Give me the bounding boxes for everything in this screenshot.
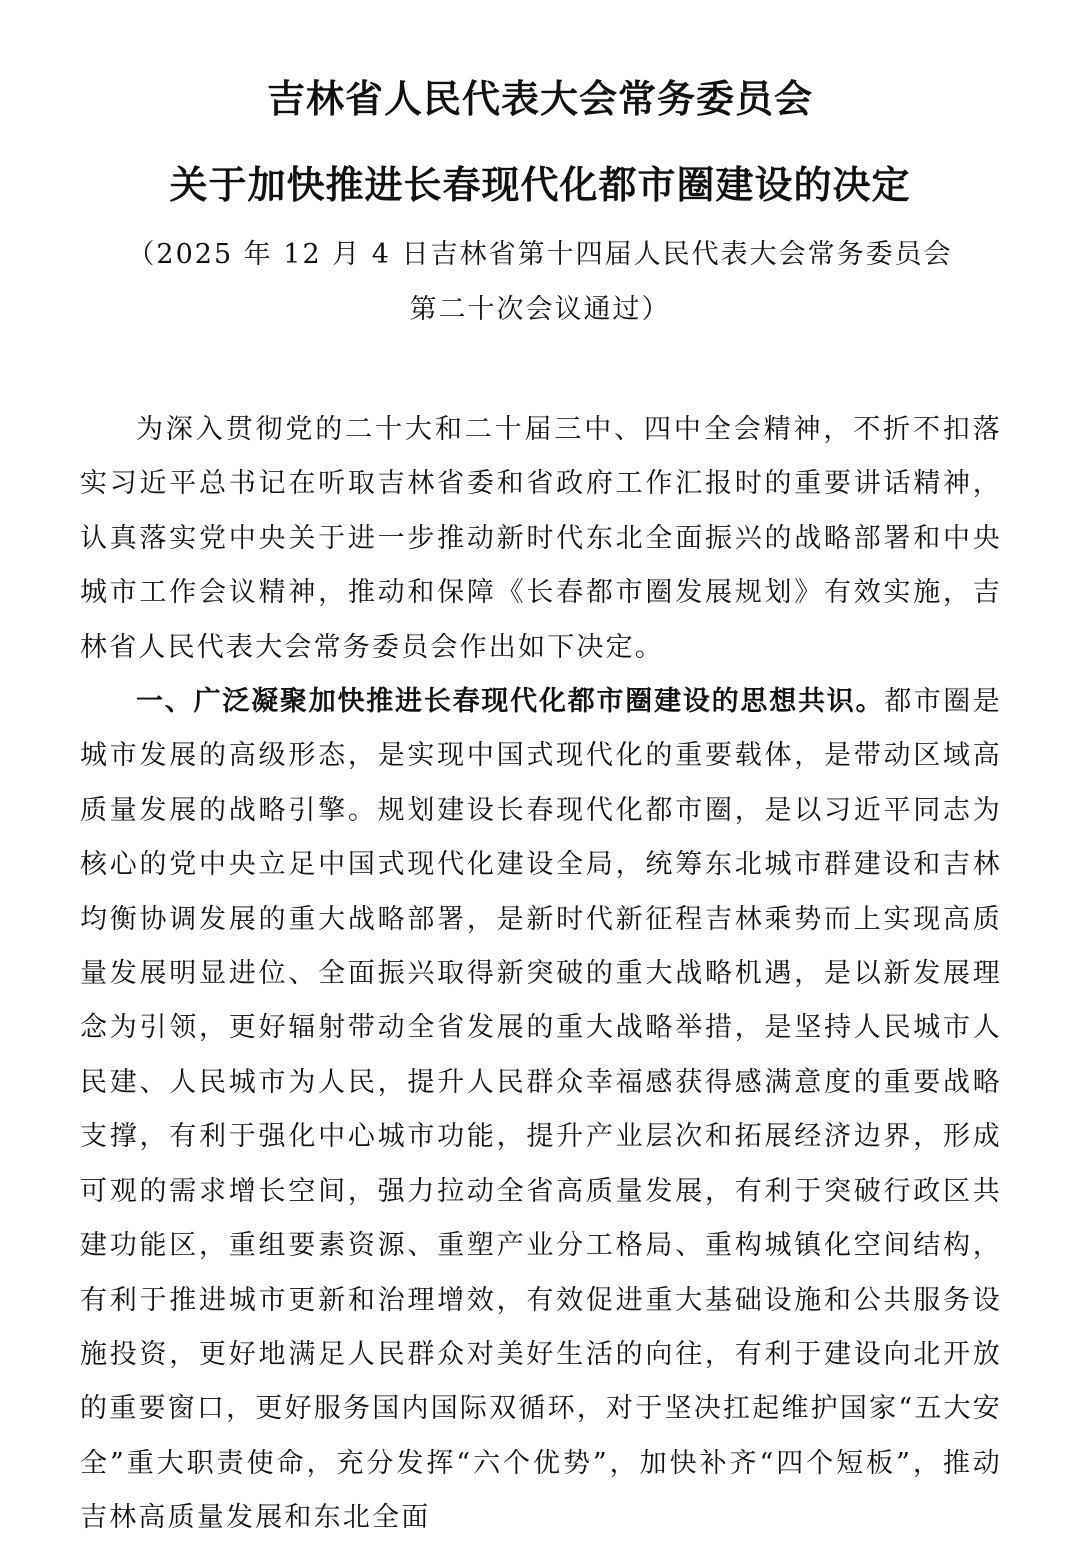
section-1-body: 都市圈是城市发展的高级形态，是实现中国式现代化的重要载体，是带动区域高质量发展的战略引擎。规划建设长春现代化都市圈，是以习近平同志为核心的党中央立足中国式现代化建设全局，统筹东北城市群建设和吉林均衡协调发展的重大战略部署，是新时代新征程吉林乘势而上实现高质量发展明显进位、全面振兴取得新突破的重大战略机遇，是以新发展理念为引领，更好辐射带动全省发展的重大战略举措，是坚持人民城市人民建、人民城市为人民，提升人民群众幸福感获得感满意度的重要战略支撑，有利于强化中心城市功能，提升产业层次和拓展经济边界，形成可观的需求增长空间，强力拉动全省高质量发展，有利于突破行政区共建功能区，重组要素资源、重塑产业分工格局、重构城镇化空间结构，有利于推进城市更新和治理增效，有效促进重大基础设施和公共服务设施投资，更好地满足人民群众对美好生活的向往，有利于建设向北开放的重要窗口，更好服务国内国际双循环，对于坚决扛起维护国家“五大安全”重大职责使命，充分发挥“六个优势”，加快补齐“四个短板”，推动吉林高质量发展和东北全面 [80, 686, 1002, 1534]
document-body [80, 403, 1002, 1546]
adoption-note-line-2: 第二十次会议通过） [409, 294, 671, 325]
document-title-line-1: 吉林省人民代表大会常务委员会 [266, 76, 813, 121]
adoption-note-line-1: （2025 年 12 月 4 日吉林省第十四届人民代表大会常务委员会 [127, 239, 953, 270]
section-1-paragraph [80, 675, 1002, 1546]
document-title-line-2: 关于加快推进长春现代化都市圈建设的决定 [169, 162, 911, 207]
section-1-heading: 一、广泛凝聚加快推进长春现代化都市圈建设的思想共识。 [136, 686, 885, 718]
preamble-paragraph: 为深入贯彻党的二十大和二十届三中、四中全会精神，不折不扣落实习近平总书记在听取吉林省委和省政府工作汇报时的重要讲话精神，认真落实党中央关于进一步推动新时代东北全面振兴的战略部署和中央城市工作会议精神，推动和保障《长春都市圈发展规划》有效实施，吉林省人民代表大会常务委员会作出如下决定。 [80, 414, 1002, 663]
